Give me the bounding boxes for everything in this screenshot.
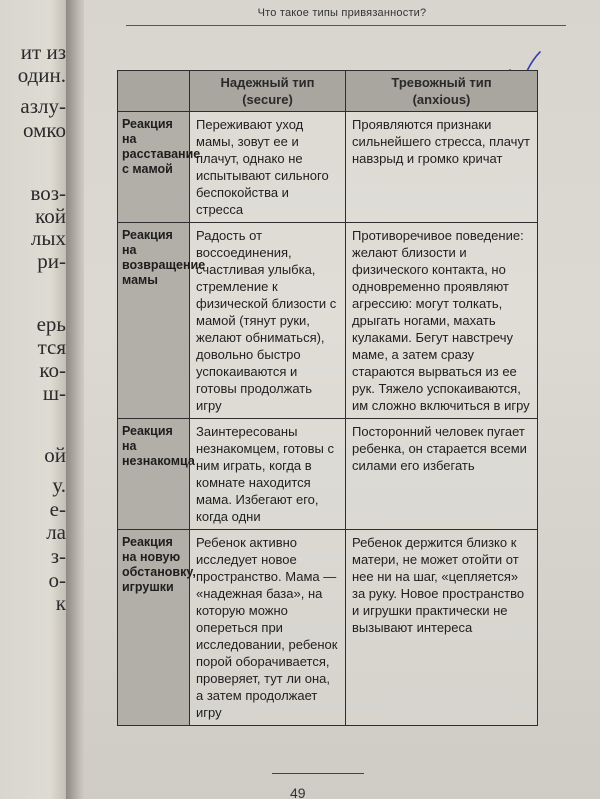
column-subtitle: (anxious)	[412, 92, 471, 107]
anxious-cell: Посторонний человек пугает ребенка, он старается всеми силами его избегать	[346, 419, 538, 530]
left-page-text-fragment: тся	[37, 335, 66, 359]
left-page-text-fragment: ерь	[36, 312, 66, 336]
row-label: Реакция на незнакомца	[118, 419, 190, 530]
left-page-text-fragment: у.	[52, 473, 66, 497]
left-page-text-fragment: ко-	[39, 358, 66, 382]
previous-page-edge	[0, 0, 72, 799]
left-page-text-fragment: ри-	[37, 249, 66, 273]
left-page-text-fragment: е-	[49, 497, 66, 521]
left-page-text-fragment: о-	[48, 568, 66, 592]
secure-cell: Переживают уход мамы, зовут ее и плачут, однако не испытывают сильного беспокойства и стресса	[190, 112, 346, 223]
secure-cell: Радость от воссоединения, счастливая улыбка, стремление к физической близости с мамой (тянут руки, желают обниматься), довольно быстро успокаиваются и готовы продолжать игру	[190, 223, 346, 419]
column-header-anxious	[346, 71, 538, 112]
anxious-cell: Ребенок держится близко к матери, не может отойти от нее ни на шаг, «цепляется» за руку. Новое пространство и игрушки практически не вызывают интереса	[346, 530, 538, 726]
left-page-text-fragment: воз-	[30, 181, 66, 205]
left-page-text-fragment: к	[55, 591, 66, 615]
table-row	[118, 419, 538, 530]
table-row	[118, 530, 538, 726]
left-page-text-fragment: азлу-	[20, 94, 66, 118]
secure-cell: Ребенок активно исследует новое пространство. Мама — «надежная база», на которую можно опереться при исследовании, ребенок порой оборачивается, проверяет, тут ли она, а затем продолжает игру	[190, 530, 346, 726]
left-page-text-fragment: ит из	[20, 40, 66, 64]
left-page-text-fragment: лых	[30, 226, 66, 250]
footer-rule	[272, 773, 364, 774]
table-row	[118, 112, 538, 223]
row-label: Реакция на возвращение мамы	[118, 223, 190, 419]
table-header-row	[118, 71, 538, 112]
row-label: Реакция на новую обстановку, игрушки	[118, 530, 190, 726]
header-corner	[118, 71, 190, 112]
header-rule	[126, 25, 566, 26]
table-row	[118, 223, 538, 419]
page-number: 49	[290, 785, 306, 799]
book-page	[84, 0, 600, 799]
left-page-text-fragment: кой	[35, 204, 66, 228]
row-label: Реакция на расставание с мамой	[118, 112, 190, 223]
left-page-text-fragment: омко	[22, 118, 66, 142]
running-head: Что такое типы привязанности?	[257, 7, 427, 19]
left-page-text-fragment: з-	[50, 544, 66, 568]
column-subtitle: (secure)	[242, 92, 293, 107]
anxious-cell: Проявляются признаки сильнейшего стресса, плачут навзрыд и громко кричат	[346, 112, 538, 223]
secure-cell: Заинтересованы незнакомцем, готовы с ним играть, когда в комнате находится мама. Избегают его, когда одни	[190, 419, 346, 530]
column-header-secure	[190, 71, 346, 112]
column-title: Тревожный тип	[391, 75, 492, 90]
left-page-text-fragment: ла	[46, 520, 66, 544]
left-page-text-fragment: один.	[17, 63, 66, 87]
attachment-types-table	[117, 70, 538, 726]
anxious-cell: Противоречивое поведение: желают близости и физического контакта, но одновременно проявляют агрессию: могут толкать, дрыгать ногами, махать кулаками. Бегут навстречу маме, а затем сразу стараются вырваться из ее рук. Тяжело успокаиваются, им сложно включиться в игру	[346, 223, 538, 419]
left-page-text-fragment: ой	[44, 443, 66, 467]
left-page-text-fragment: ш-	[42, 381, 66, 405]
column-title: Надежный тип	[220, 75, 315, 90]
